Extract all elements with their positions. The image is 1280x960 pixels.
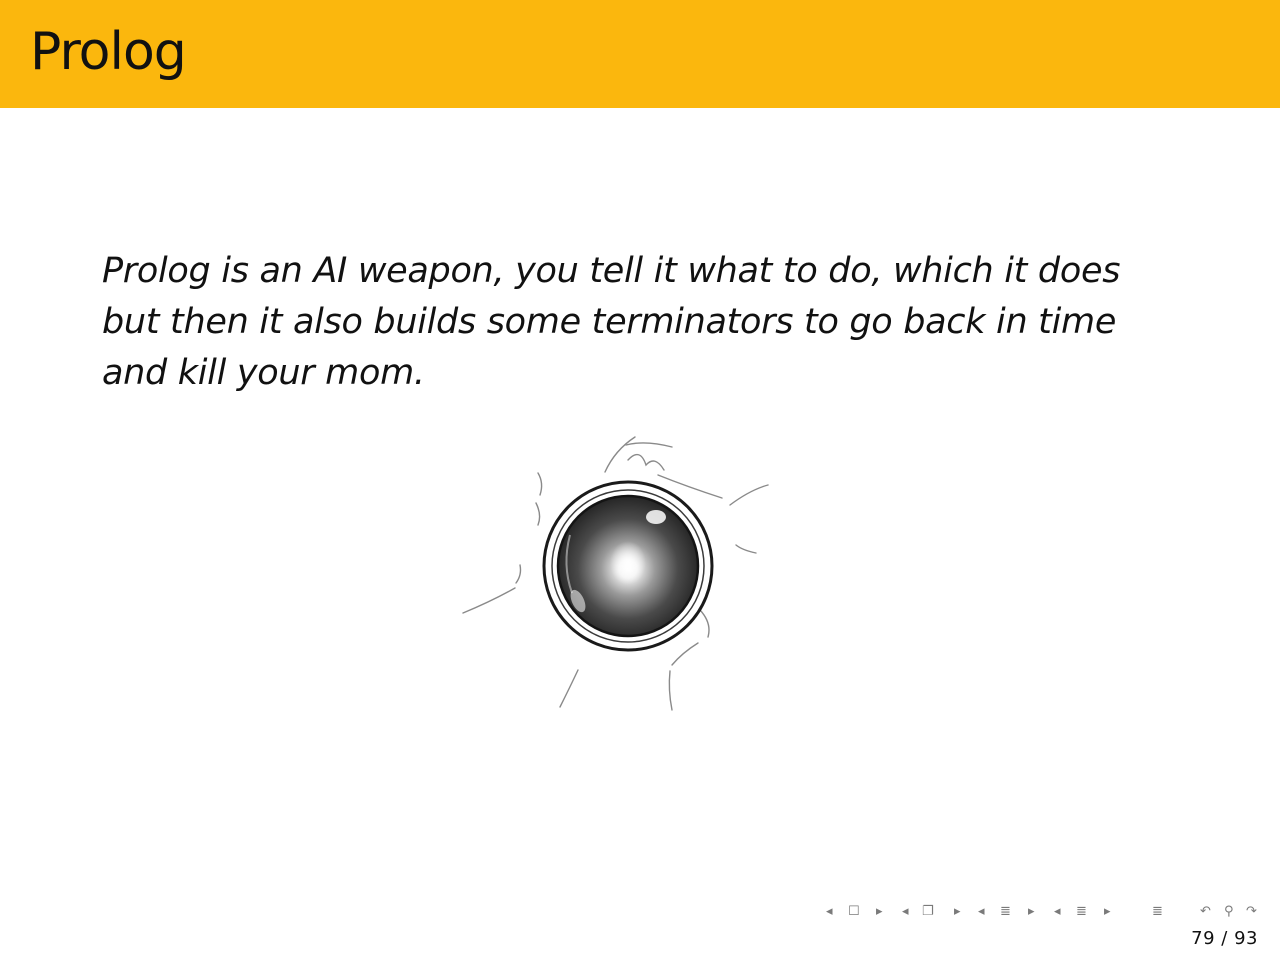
arrow-right-icon[interactable]: ▸ [876,904,883,919]
arrow-right-icon[interactable]: ▸ [954,904,961,919]
subsection-icon[interactable]: ❐ [922,904,934,919]
page-number [1191,928,1258,949]
title-bar [0,0,1280,108]
frame-icon[interactable]: ☐ [848,904,860,919]
slide-title: Prolog [30,22,186,82]
align-icon[interactable]: ≣ [1152,904,1163,919]
section-icon[interactable]: ≣ [1000,904,1011,919]
slide-body-text: Prolog is an AI weapon, you tell it what to do, which it does but then it also builds some terminators to go back in time and kill your mom. [102,251,1121,393]
redo-icon[interactable]: ↷ [1246,904,1257,919]
arrow-left-icon[interactable]: ◂ [1054,904,1061,919]
page-current: 79 [1191,928,1216,949]
arrow-left-icon[interactable]: ◂ [826,904,833,919]
page-separator: / [1221,928,1228,949]
beamer-navigation-bar [826,900,1272,924]
page-total: 93 [1234,928,1258,949]
arrow-right-icon[interactable]: ▸ [1104,904,1111,919]
undo-icon[interactable]: ↶ [1200,904,1211,919]
search-icon[interactable]: ⚲ [1224,904,1234,919]
arrow-right-icon[interactable]: ▸ [1028,904,1035,919]
section-list-icon[interactable]: ≣ [1076,904,1087,919]
arrow-left-icon[interactable]: ◂ [902,904,909,919]
eye-illustration-icon [450,425,780,720]
arrow-left-icon[interactable]: ◂ [978,904,985,919]
